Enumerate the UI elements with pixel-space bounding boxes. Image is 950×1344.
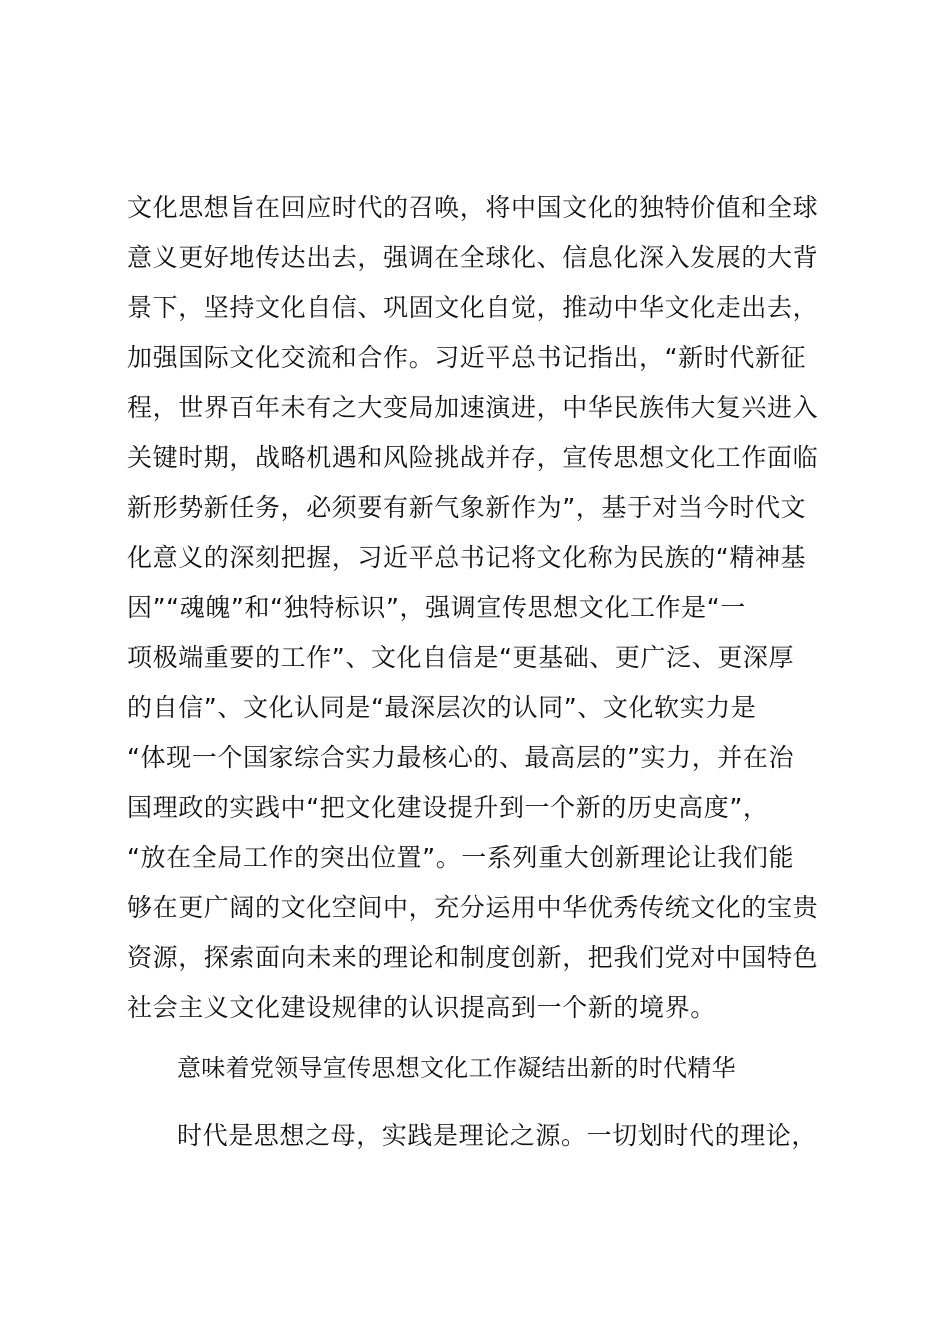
- paragraph-line: 化意义的深刻把握，习近平总书记将文化称为民族的“精神基: [127, 543, 807, 572]
- paragraph-line: 关键时期，战略机遇和风险挑战并存，宣传思想文化工作面临: [127, 443, 819, 472]
- paragraph-line: 加强国际文化交流和合作。习近平总书记指出，“新时代新征: [127, 343, 807, 372]
- paragraph-line: 景下，坚持文化自信、巩固文化自觉，推动中华文化走出去，: [127, 293, 819, 322]
- paragraph-line: 意义更好地传达出去，强调在全球化、信息化深入发展的大背: [127, 243, 819, 272]
- paragraph-line: 够在更广阔的文化空间中，充分运用中华优秀传统文化的宝贵: [127, 893, 819, 922]
- paragraph-line: 程，世界百年未有之大变局加速演进，中华民族伟大复兴进入: [127, 393, 819, 422]
- paragraph-line: 文化思想旨在回应时代的召唤，将中国文化的独特价值和全球: [127, 193, 819, 222]
- paragraph-line: 项极端重要的工作”、文化自信是“更基础、更广泛、更深厚: [127, 643, 795, 672]
- paragraph-line: 资源，探索面向未来的理论和制度创新，把我们党对中国特色: [127, 943, 819, 972]
- paragraph-line: “放在全局工作的突出位置”。一系列重大创新理论让我们能: [127, 843, 795, 872]
- paragraph-line: 社会主义文化建设规律的认识提高到一个新的境界。: [127, 993, 716, 1022]
- paragraph-line: 的自信”、文化认同是“最深层次的认同”、文化软实力是: [127, 693, 757, 722]
- paragraph-line: 新形势新任务，必须要有新气象新作为”，基于对当今时代文: [127, 493, 807, 522]
- paragraph-line: 国理政的实践中“把文化建设提升到一个新的历史高度”，: [127, 793, 769, 822]
- paragraph-line: “体现一个国家综合实力最核心的、最高层的”实力，并在治: [127, 743, 795, 772]
- section-heading: 意味着党领导宣传思想文化工作凝结出新的时代精华: [177, 1054, 736, 1082]
- body-paragraph: [127, 183, 833, 1033]
- body-paragraph-second: 时代是思想之母，实践是理论之源。一切划时代的理论，: [177, 1121, 818, 1150]
- paragraph-line: 因”“魂魄”和“独特标识”，强调宣传思想文化工作是“一: [127, 593, 746, 622]
